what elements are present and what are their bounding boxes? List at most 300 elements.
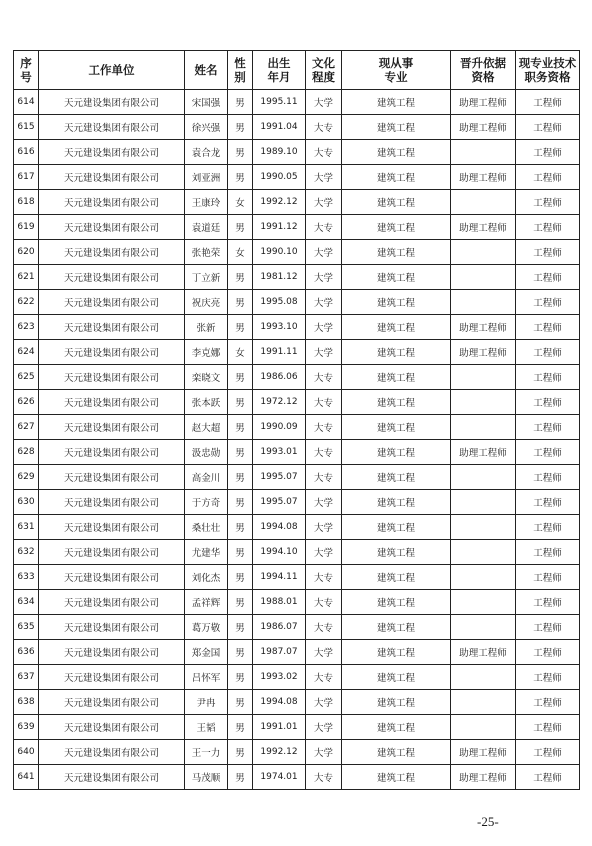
cell-basis <box>451 190 516 215</box>
personnel-table <box>13 50 580 790</box>
header-basis <box>451 51 516 90</box>
cell-name: 宋国强 <box>185 90 228 115</box>
cell-name: 尤建华 <box>185 540 228 565</box>
cell-gender: 男 <box>228 140 253 165</box>
cell-name: 袁合龙 <box>185 140 228 165</box>
cell-qualification: 工程师 <box>516 165 580 190</box>
cell-education: 大专 <box>306 615 342 640</box>
cell-seq: 637 <box>14 665 39 690</box>
header-line: 出生 <box>267 56 291 70</box>
cell-birth: 1986.07 <box>253 615 306 640</box>
cell-basis <box>451 515 516 540</box>
cell-seq: 619 <box>14 215 39 240</box>
cell-education: 大学 <box>306 690 342 715</box>
cell-birth: 1994.08 <box>253 690 306 715</box>
cell-education: 大学 <box>306 640 342 665</box>
cell-gender: 男 <box>228 115 253 140</box>
cell-major: 建筑工程 <box>342 740 451 765</box>
table-row <box>14 290 580 315</box>
cell-seq: 636 <box>14 640 39 665</box>
cell-seq: 632 <box>14 540 39 565</box>
cell-work-unit: 天元建设集团有限公司 <box>39 465 185 490</box>
cell-birth: 1995.08 <box>253 290 306 315</box>
cell-education: 大学 <box>306 265 342 290</box>
cell-education: 大专 <box>306 390 342 415</box>
cell-seq: 622 <box>14 290 39 315</box>
table-row <box>14 665 580 690</box>
cell-birth: 1988.01 <box>253 590 306 615</box>
cell-education: 大学 <box>306 315 342 340</box>
cell-education: 大学 <box>306 540 342 565</box>
cell-major: 建筑工程 <box>342 765 451 790</box>
header-line: 性 <box>234 56 246 70</box>
cell-qualification: 工程师 <box>516 190 580 215</box>
header-line: 晋升依据 <box>460 56 506 70</box>
cell-name: 葛万敬 <box>185 615 228 640</box>
cell-work-unit: 天元建设集团有限公司 <box>39 290 185 315</box>
cell-major: 建筑工程 <box>342 690 451 715</box>
cell-work-unit: 天元建设集团有限公司 <box>39 490 185 515</box>
cell-education: 大学 <box>306 515 342 540</box>
cell-basis: 助理工程师 <box>451 340 516 365</box>
table-row <box>14 365 580 390</box>
table-body <box>14 90 580 790</box>
cell-major: 建筑工程 <box>342 640 451 665</box>
cell-basis: 助理工程师 <box>451 215 516 240</box>
cell-basis <box>451 390 516 415</box>
table-row <box>14 640 580 665</box>
header-major <box>342 51 451 90</box>
cell-education: 大学 <box>306 240 342 265</box>
header-education <box>306 51 342 90</box>
cell-education: 大专 <box>306 765 342 790</box>
cell-qualification: 工程师 <box>516 415 580 440</box>
cell-birth: 1994.11 <box>253 565 306 590</box>
cell-qualification: 工程师 <box>516 540 580 565</box>
cell-major: 建筑工程 <box>342 490 451 515</box>
table-row <box>14 690 580 715</box>
cell-major: 建筑工程 <box>342 365 451 390</box>
cell-major: 建筑工程 <box>342 615 451 640</box>
cell-seq: 634 <box>14 590 39 615</box>
cell-birth: 1995.07 <box>253 465 306 490</box>
cell-major: 建筑工程 <box>342 515 451 540</box>
cell-seq: 616 <box>14 140 39 165</box>
cell-basis <box>451 465 516 490</box>
cell-basis <box>451 415 516 440</box>
cell-major: 建筑工程 <box>342 590 451 615</box>
table-row <box>14 190 580 215</box>
cell-name: 徐兴强 <box>185 115 228 140</box>
cell-qualification: 工程师 <box>516 565 580 590</box>
cell-qualification: 工程师 <box>516 740 580 765</box>
cell-qualification: 工程师 <box>516 765 580 790</box>
cell-basis: 助理工程师 <box>451 90 516 115</box>
table-row <box>14 340 580 365</box>
cell-seq: 633 <box>14 565 39 590</box>
table-row <box>14 465 580 490</box>
cell-work-unit: 天元建设集团有限公司 <box>39 215 185 240</box>
cell-basis: 助理工程师 <box>451 740 516 765</box>
header-line: 别 <box>234 70 246 84</box>
cell-seq: 631 <box>14 515 39 540</box>
cell-birth: 1972.12 <box>253 390 306 415</box>
cell-birth: 1992.12 <box>253 190 306 215</box>
table-row <box>14 415 580 440</box>
cell-work-unit: 天元建设集团有限公司 <box>39 690 185 715</box>
header-line: 资格 <box>471 70 495 84</box>
cell-work-unit: 天元建设集团有限公司 <box>39 90 185 115</box>
cell-basis <box>451 715 516 740</box>
cell-name: 张新 <box>185 315 228 340</box>
cell-seq: 621 <box>14 265 39 290</box>
cell-name: 王韬 <box>185 715 228 740</box>
cell-gender: 男 <box>228 415 253 440</box>
cell-gender: 女 <box>228 340 253 365</box>
cell-birth: 1986.06 <box>253 365 306 390</box>
header-line: 专业 <box>384 70 408 84</box>
cell-gender: 男 <box>228 490 253 515</box>
cell-gender: 男 <box>228 765 253 790</box>
cell-birth: 1991.12 <box>253 215 306 240</box>
cell-basis <box>451 265 516 290</box>
cell-qualification: 工程师 <box>516 115 580 140</box>
cell-birth: 1991.01 <box>253 715 306 740</box>
cell-work-unit: 天元建设集团有限公司 <box>39 765 185 790</box>
cell-gender: 男 <box>228 315 253 340</box>
cell-education: 大学 <box>306 340 342 365</box>
table-row <box>14 715 580 740</box>
cell-major: 建筑工程 <box>342 265 451 290</box>
cell-qualification: 工程师 <box>516 490 580 515</box>
cell-qualification: 工程师 <box>516 590 580 615</box>
cell-qualification: 工程师 <box>516 640 580 665</box>
table-row <box>14 390 580 415</box>
cell-qualification: 工程师 <box>516 290 580 315</box>
cell-major: 建筑工程 <box>342 465 451 490</box>
cell-seq: 630 <box>14 490 39 515</box>
cell-work-unit: 天元建设集团有限公司 <box>39 190 185 215</box>
cell-work-unit: 天元建设集团有限公司 <box>39 715 185 740</box>
cell-seq: 615 <box>14 115 39 140</box>
header-qualification <box>516 51 580 90</box>
cell-basis <box>451 540 516 565</box>
header-line: 工作单位 <box>88 63 135 77</box>
cell-seq: 638 <box>14 690 39 715</box>
cell-seq: 629 <box>14 465 39 490</box>
cell-gender: 男 <box>228 290 253 315</box>
cell-gender: 男 <box>228 740 253 765</box>
cell-birth: 1995.07 <box>253 490 306 515</box>
cell-name: 吕怀军 <box>185 665 228 690</box>
cell-gender: 男 <box>228 640 253 665</box>
cell-qualification: 工程师 <box>516 515 580 540</box>
cell-gender: 男 <box>228 665 253 690</box>
cell-work-unit: 天元建设集团有限公司 <box>39 265 185 290</box>
cell-work-unit: 天元建设集团有限公司 <box>39 390 185 415</box>
cell-education: 大学 <box>306 740 342 765</box>
cell-qualification: 工程师 <box>516 690 580 715</box>
cell-basis: 助理工程师 <box>451 115 516 140</box>
cell-birth: 1993.02 <box>253 665 306 690</box>
table-row <box>14 265 580 290</box>
cell-education: 大学 <box>306 190 342 215</box>
cell-work-unit: 天元建设集团有限公司 <box>39 115 185 140</box>
cell-basis <box>451 690 516 715</box>
cell-seq: 625 <box>14 365 39 390</box>
cell-qualification: 工程师 <box>516 465 580 490</box>
cell-major: 建筑工程 <box>342 290 451 315</box>
cell-name: 孟祥辉 <box>185 590 228 615</box>
cell-qualification: 工程师 <box>516 440 580 465</box>
cell-qualification: 工程师 <box>516 390 580 415</box>
cell-education: 大专 <box>306 115 342 140</box>
cell-gender: 男 <box>228 615 253 640</box>
cell-seq: 641 <box>14 765 39 790</box>
cell-birth: 1993.01 <box>253 440 306 465</box>
table-row <box>14 615 580 640</box>
cell-seq: 620 <box>14 240 39 265</box>
header-line: 程度 <box>312 70 335 84</box>
cell-name: 祝庆亮 <box>185 290 228 315</box>
table-row <box>14 565 580 590</box>
cell-education: 大专 <box>306 465 342 490</box>
cell-education: 大学 <box>306 165 342 190</box>
cell-seq: 627 <box>14 415 39 440</box>
cell-birth: 1990.05 <box>253 165 306 190</box>
cell-work-unit: 天元建设集团有限公司 <box>39 340 185 365</box>
cell-major: 建筑工程 <box>342 415 451 440</box>
cell-education: 大学 <box>306 490 342 515</box>
cell-major: 建筑工程 <box>342 440 451 465</box>
cell-work-unit: 天元建设集团有限公司 <box>39 240 185 265</box>
cell-name: 赵大超 <box>185 415 228 440</box>
cell-qualification: 工程师 <box>516 315 580 340</box>
cell-education: 大专 <box>306 590 342 615</box>
cell-major: 建筑工程 <box>342 90 451 115</box>
cell-major: 建筑工程 <box>342 165 451 190</box>
cell-education: 大专 <box>306 415 342 440</box>
cell-name: 马茂顺 <box>185 765 228 790</box>
cell-gender: 男 <box>228 565 253 590</box>
cell-birth: 1993.10 <box>253 315 306 340</box>
cell-education: 大专 <box>306 565 342 590</box>
cell-name: 张本跃 <box>185 390 228 415</box>
cell-name: 丁立新 <box>185 265 228 290</box>
cell-basis <box>451 490 516 515</box>
cell-qualification: 工程师 <box>516 240 580 265</box>
cell-basis: 助理工程师 <box>451 765 516 790</box>
cell-birth: 1974.01 <box>253 765 306 790</box>
header-line: 现专业技术 <box>518 56 577 70</box>
header-line: 号 <box>20 70 32 84</box>
header-line: 序 <box>20 56 32 70</box>
cell-major: 建筑工程 <box>342 115 451 140</box>
cell-work-unit: 天元建设集团有限公司 <box>39 515 185 540</box>
cell-education: 大专 <box>306 665 342 690</box>
table-row <box>14 490 580 515</box>
cell-qualification: 工程师 <box>516 215 580 240</box>
cell-major: 建筑工程 <box>342 240 451 265</box>
cell-major: 建筑工程 <box>342 215 451 240</box>
cell-basis <box>451 290 516 315</box>
table-header-row <box>14 51 580 90</box>
table-row <box>14 165 580 190</box>
table-row <box>14 590 580 615</box>
cell-name: 袁道廷 <box>185 215 228 240</box>
table-row <box>14 315 580 340</box>
cell-seq: 640 <box>14 740 39 765</box>
cell-major: 建筑工程 <box>342 540 451 565</box>
cell-gender: 男 <box>228 540 253 565</box>
cell-birth: 1981.12 <box>253 265 306 290</box>
cell-seq: 617 <box>14 165 39 190</box>
cell-birth: 1989.10 <box>253 140 306 165</box>
table-row <box>14 515 580 540</box>
cell-work-unit: 天元建设集团有限公司 <box>39 565 185 590</box>
cell-basis <box>451 565 516 590</box>
cell-qualification: 工程师 <box>516 665 580 690</box>
cell-birth: 1987.07 <box>253 640 306 665</box>
cell-education: 大学 <box>306 290 342 315</box>
cell-education: 大专 <box>306 140 342 165</box>
cell-education: 大专 <box>306 440 342 465</box>
cell-name: 王一力 <box>185 740 228 765</box>
cell-gender: 男 <box>228 590 253 615</box>
table-row <box>14 140 580 165</box>
page-number: -25- <box>477 814 499 829</box>
cell-birth: 1995.11 <box>253 90 306 115</box>
cell-work-unit: 天元建设集团有限公司 <box>39 140 185 165</box>
cell-education: 大专 <box>306 365 342 390</box>
cell-seq: 614 <box>14 90 39 115</box>
header-line: 年月 <box>267 70 291 84</box>
cell-work-unit: 天元建设集团有限公司 <box>39 665 185 690</box>
cell-name: 汲忠勋 <box>185 440 228 465</box>
cell-gender: 男 <box>228 265 253 290</box>
cell-seq: 618 <box>14 190 39 215</box>
cell-gender: 男 <box>228 465 253 490</box>
table-row <box>14 740 580 765</box>
cell-seq: 623 <box>14 315 39 340</box>
cell-name: 郑金国 <box>185 640 228 665</box>
cell-name: 于方奇 <box>185 490 228 515</box>
header-birth <box>253 51 306 90</box>
cell-major: 建筑工程 <box>342 665 451 690</box>
cell-seq: 639 <box>14 715 39 740</box>
document-table-container <box>13 50 579 790</box>
cell-work-unit: 天元建设集团有限公司 <box>39 315 185 340</box>
cell-seq: 624 <box>14 340 39 365</box>
cell-name: 王康玲 <box>185 190 228 215</box>
cell-birth: 1994.08 <box>253 515 306 540</box>
cell-basis: 助理工程师 <box>451 165 516 190</box>
cell-major: 建筑工程 <box>342 715 451 740</box>
cell-qualification: 工程师 <box>516 715 580 740</box>
cell-basis <box>451 590 516 615</box>
cell-qualification: 工程师 <box>516 365 580 390</box>
cell-basis <box>451 365 516 390</box>
cell-qualification: 工程师 <box>516 340 580 365</box>
cell-birth: 1990.10 <box>253 240 306 265</box>
cell-name: 刘化杰 <box>185 565 228 590</box>
cell-basis: 助理工程师 <box>451 440 516 465</box>
cell-qualification: 工程师 <box>516 90 580 115</box>
cell-gender: 男 <box>228 165 253 190</box>
table-row <box>14 90 580 115</box>
cell-gender: 男 <box>228 715 253 740</box>
cell-name: 刘亚洲 <box>185 165 228 190</box>
cell-seq: 628 <box>14 440 39 465</box>
cell-education: 大学 <box>306 715 342 740</box>
cell-work-unit: 天元建设集团有限公司 <box>39 540 185 565</box>
cell-qualification: 工程师 <box>516 615 580 640</box>
cell-birth: 1991.04 <box>253 115 306 140</box>
cell-major: 建筑工程 <box>342 315 451 340</box>
cell-work-unit: 天元建设集团有限公司 <box>39 415 185 440</box>
header-line: 姓名 <box>194 63 218 77</box>
cell-qualification: 工程师 <box>516 140 580 165</box>
cell-name: 栾晓文 <box>185 365 228 390</box>
cell-major: 建筑工程 <box>342 340 451 365</box>
cell-seq: 626 <box>14 390 39 415</box>
header-gender <box>228 51 253 90</box>
header-line: 文化 <box>312 56 335 70</box>
cell-basis <box>451 665 516 690</box>
cell-work-unit: 天元建设集团有限公司 <box>39 590 185 615</box>
cell-work-unit: 天元建设集团有限公司 <box>39 440 185 465</box>
cell-qualification: 工程师 <box>516 265 580 290</box>
header-work-unit <box>39 51 185 90</box>
table-row <box>14 215 580 240</box>
cell-work-unit: 天元建设集团有限公司 <box>39 165 185 190</box>
table-row <box>14 440 580 465</box>
cell-basis: 助理工程师 <box>451 640 516 665</box>
cell-gender: 男 <box>228 390 253 415</box>
table-row <box>14 765 580 790</box>
cell-gender: 男 <box>228 515 253 540</box>
cell-work-unit: 天元建设集团有限公司 <box>39 365 185 390</box>
cell-name: 桑壮壮 <box>185 515 228 540</box>
cell-major: 建筑工程 <box>342 390 451 415</box>
cell-name: 张艳荣 <box>185 240 228 265</box>
cell-major: 建筑工程 <box>342 190 451 215</box>
table-row <box>14 540 580 565</box>
cell-birth: 1994.10 <box>253 540 306 565</box>
cell-gender: 女 <box>228 190 253 215</box>
cell-basis: 助理工程师 <box>451 315 516 340</box>
cell-work-unit: 天元建设集团有限公司 <box>39 615 185 640</box>
cell-gender: 男 <box>228 90 253 115</box>
cell-major: 建筑工程 <box>342 140 451 165</box>
cell-education: 大学 <box>306 90 342 115</box>
cell-birth: 1990.09 <box>253 415 306 440</box>
cell-name: 尹冉 <box>185 690 228 715</box>
cell-major: 建筑工程 <box>342 565 451 590</box>
header-name <box>185 51 228 90</box>
cell-gender: 男 <box>228 365 253 390</box>
cell-birth: 1991.11 <box>253 340 306 365</box>
cell-work-unit: 天元建设集团有限公司 <box>39 640 185 665</box>
table-row <box>14 115 580 140</box>
cell-gender: 男 <box>228 215 253 240</box>
cell-seq: 635 <box>14 615 39 640</box>
cell-gender: 男 <box>228 440 253 465</box>
header-seq <box>14 51 39 90</box>
cell-basis <box>451 140 516 165</box>
cell-education: 大专 <box>306 215 342 240</box>
cell-gender: 男 <box>228 690 253 715</box>
